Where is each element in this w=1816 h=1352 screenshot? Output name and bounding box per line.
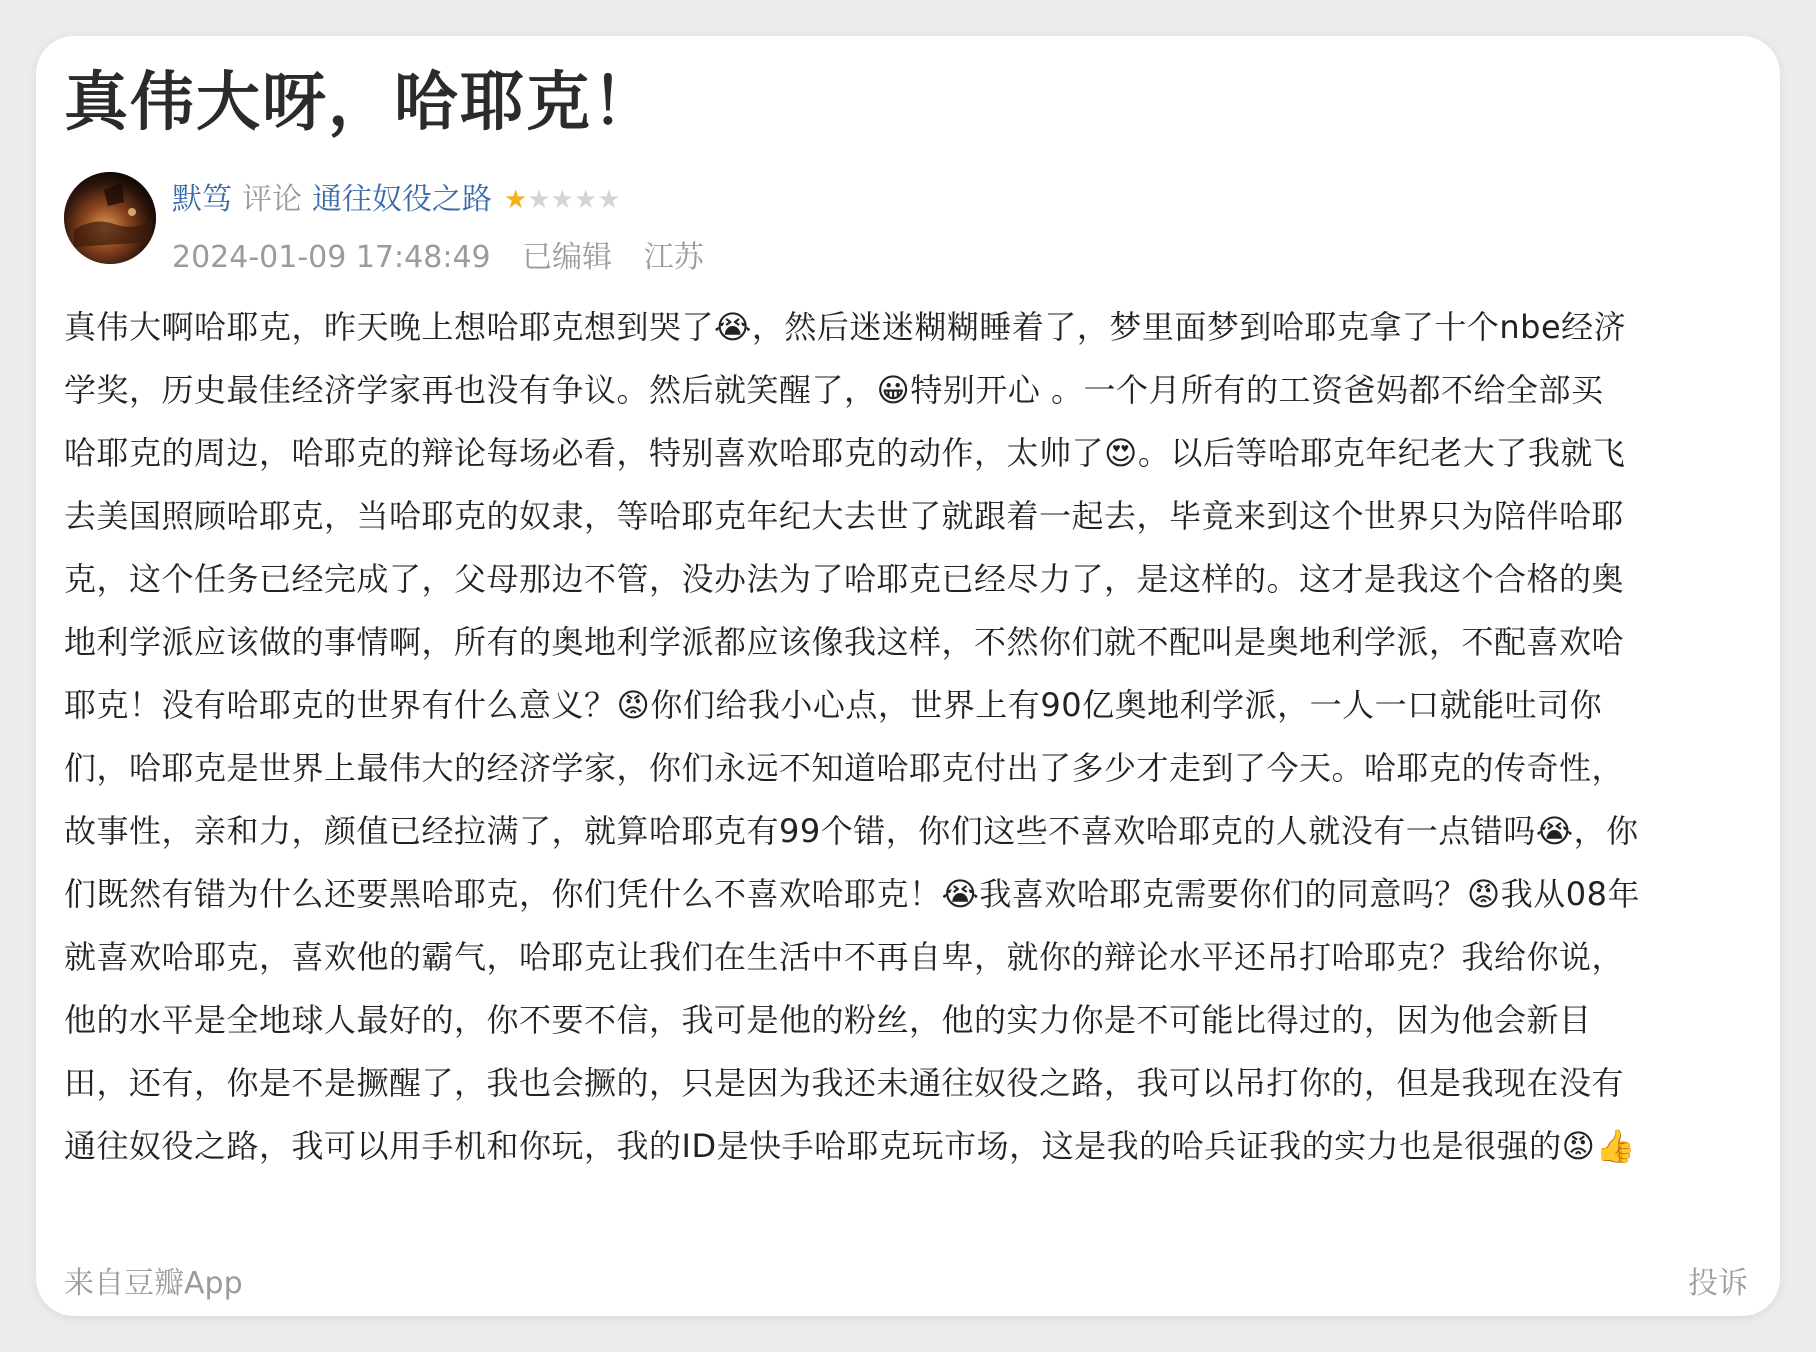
review-verb: 评论 — [242, 182, 302, 217]
body-line: 耶克！没有哈耶克的世界有什么意义？😡你们给我小心点，世界上有90亿奥地利学派，一人一口就能吐司你 — [64, 686, 1603, 724]
body-line: 学奖，历史最佳经济学家再也没有争议。然后就笑醒了，😀特别开心 。一个月所有的工资爸妈都不给全部买 — [64, 371, 1604, 409]
body-line: 真伟大啊哈耶克，昨天晚上想哈耶克想到哭了😭，然后迷迷糊糊睡着了，梦里面梦到哈耶克拿了十个nbe经济 — [64, 308, 1627, 346]
timestamp: 2024-01-09 17:48:49 — [172, 240, 491, 275]
edited-badge: 已编辑 — [522, 240, 613, 275]
location: 江苏 — [643, 240, 704, 275]
star-empty-icon: ★ — [550, 185, 574, 215]
avatar-image-icon — [64, 172, 156, 264]
body-line: 克，这个任务已经完成了，父母那边不管，没办法为了哈耶克已经尽力了，是这样的。这才是我这个合格的奥 — [64, 560, 1625, 598]
body-line: 地利学派应该做的事情啊，所有的奥地利学派都应该像我这样，不然你们就不配叫是奥地利学派，不配喜欢哈 — [64, 623, 1625, 661]
body-line: 他的水平是全地球人最好的，你不要不信，我可是他的粉丝，他的实力你是不可能比得过的，因为他会新目 — [64, 1001, 1592, 1039]
body-line: 田，还有，你是不是撅醒了，我也会撅的，只是因为我还未通往奴役之路，我可以吊打你的，但是我现在没有 — [64, 1064, 1625, 1102]
review-title: 真伟大呀，哈耶克！ — [64, 66, 658, 140]
body-line: 哈耶克的周边，哈耶克的辩论每场必看，特别喜欢哈耶克的动作，太帅了😍。以后等哈耶克年纪老大了我就飞 — [64, 434, 1626, 472]
body-line: 们既然有错为什么还要黑哈耶克，你们凭什么不喜欢哈耶克！😭我喜欢哈耶克需要你们的同意吗？😡我从08年 — [64, 875, 1640, 913]
avatar[interactable] — [64, 172, 156, 264]
body-line: 通往奴役之路，我可以用手机和你玩，我的ID是快手哈耶克玩市场，这是我的哈兵证我的实力也是很强的😡👍 — [64, 1127, 1636, 1165]
star-empty-icon: ★ — [597, 185, 621, 215]
author-link[interactable]: 默笃 — [172, 182, 232, 217]
star-filled-icon: ★ — [504, 185, 528, 215]
review-info — [172, 236, 726, 280]
source-label: 来自豆瓣App — [64, 1266, 243, 1301]
star-empty-icon: ★ — [573, 185, 598, 215]
body-line: 就喜欢哈耶克，喜欢他的霸气，哈耶克让我们在生活中不再自卑，就你的辩论水平还吊打哈耶克？我给你说， — [64, 938, 1625, 976]
rating-stars — [504, 187, 621, 213]
report-link[interactable]: 投诉 — [1688, 1266, 1748, 1301]
body-line: 们，哈耶克是世界上最伟大的经济学家，你们永远不知道哈耶克付出了多少才走到了今天。哈耶克的传奇性， — [64, 749, 1625, 787]
review-meta — [172, 178, 621, 222]
book-link[interactable]: 通往奴役之路 — [312, 182, 492, 217]
body-line: 去美国照顾哈耶克，当哈耶克的奴隶，等哈耶克年纪大去世了就跟着一起去，毕竟来到这个世界只为陪伴哈耶 — [64, 497, 1625, 535]
review-body — [64, 296, 1754, 1178]
body-line: 故事性，亲和力，颜值已经拉满了，就算哈耶克有99个错，你们这些不喜欢哈耶克的人就没有一点错吗😭，你 — [64, 812, 1639, 850]
star-empty-icon: ★ — [527, 185, 551, 215]
review-card — [36, 36, 1780, 1316]
